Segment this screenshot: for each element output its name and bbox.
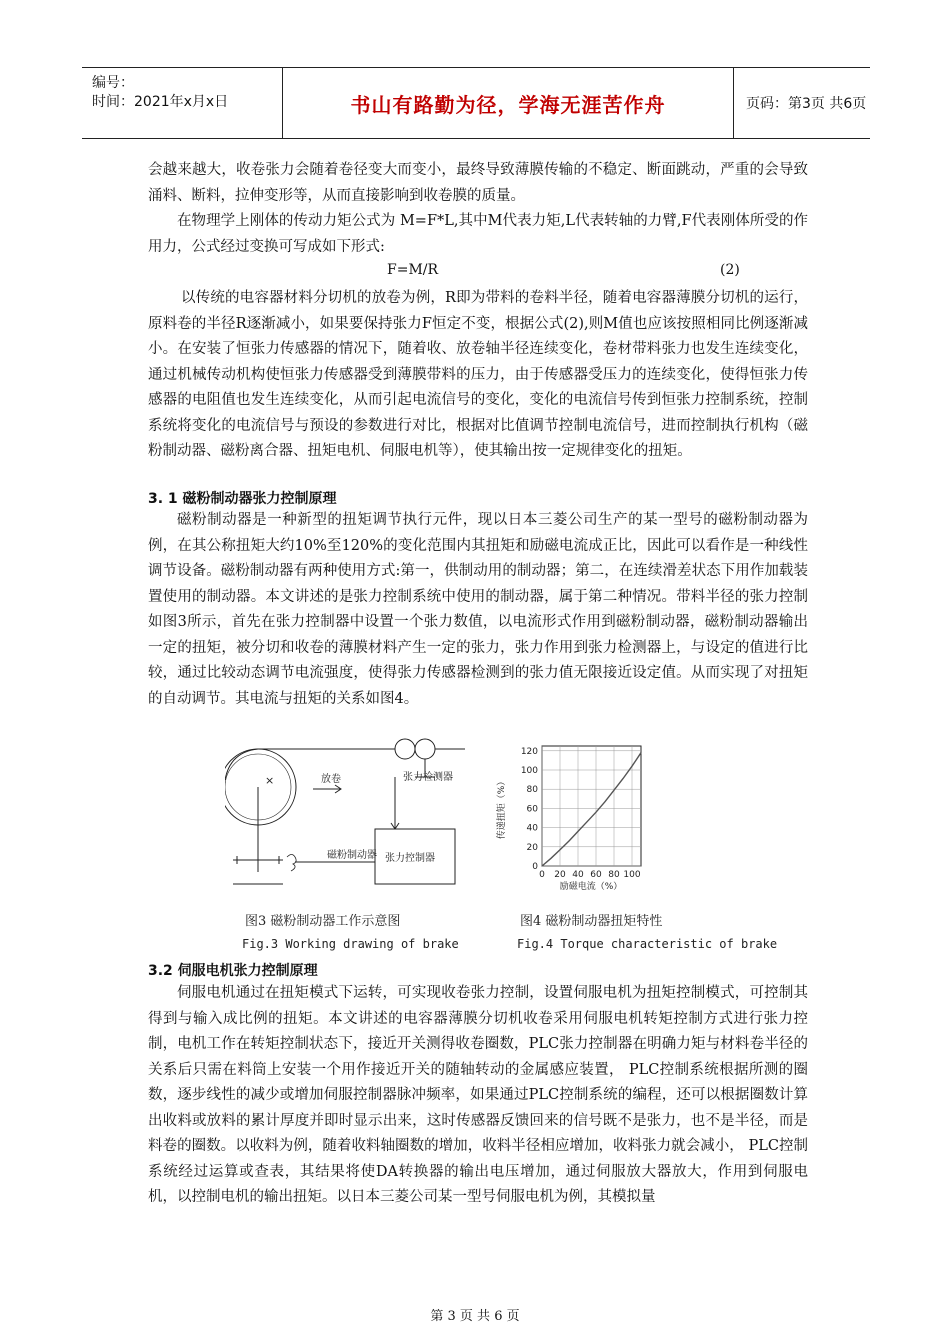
guide-roller-2 [415,739,435,759]
section-heading-3-2: 3.2 伺服电机张力控制原理 [148,963,318,979]
torque-curve [542,753,641,866]
y-tick-label: 0 [532,862,538,872]
paragraph-4: 磁粉制动器是一种新型的扭矩调节执行元件，现以日本三菱公司生产的某一型号的磁粉制动器为例，在其公称扭矩大约10%至120%的变化范围内其扭矩和励磁电流成正比，因此可以看作是一种线性调节设备。磁粉制动器有两种使用方式:第一，供制动用的制动器；第二，在连续滑差状态下用作加载装置使用的制动器。本文讲述的是张力控制系统中使用的制动器，属于第二种情况。带料半径的张力控制如图3所示，首先在张力控制器中设置一个张力数值，以电流形式作用到磁粉制动器，磁粉制动器输出一定的扭矩，被分切和收卷的薄膜材料产生一定的张力，张力作用到张力检测器上，与设定的值进行比较，通过比较动态调节电流强度，使得张力传感器检测到的张力值无限接近设定值。从而实现了对扭矩的自动调节。其电流与扭矩的关系如图4。 [148,512,808,707]
x-tick-label: 40 [572,870,584,880]
y-tick-label: 40 [526,823,538,834]
x-tick-label: 0 [539,870,545,880]
y-tick-label: 100 [520,766,538,776]
paragraph-3: 以传统的电容器材料分切机的放卷为例，R即为带料的卷料半径，随着电容器薄膜分切机的运行，原料卷的半径R逐渐减小，如果要保持张力F恒定不变，根据公式(2),则M值也应该按照相同比例逐渐减小。在安装了恒张力传感器的情况下，随着收、放卷轴半径连续变化，卷材带料张力也发生连续变化，通过机械传动机构使恒张力传感器受到薄膜带料的压力，由于传感器受压力的连续变化，使得恒张力传感器的电阻值也发生连续变化，从而引起电流信号的变化，变化的电流信号传到恒张力控制系统，控制系统将变化的电流信号与预设的参数进行对比，根据对比值调节控制电流信号，进而控制执行机构（磁粉制动器、磁粉离合器、扭矩电机、伺服电机等），使其输出按一定规律变化的扭矩。 [148,290,808,459]
formula-number: (2) [720,262,740,278]
x-tick-label: 60 [590,870,602,880]
section-heading-3-1: 3. 1 磁粉制动器张力控制原理 [148,491,337,507]
doc-date: 时间：2021年x月x日 [92,94,229,110]
y-axis-label: 传递扭矩（%） [497,776,507,840]
header-motto: 书山有路勤为径，学海无涯苦作舟 [350,92,666,117]
doc-number: 编号： [92,75,134,91]
header-page-cell [734,68,870,138]
plot-frame [542,746,641,866]
label-tension-sensor: 张力检测器 [403,772,453,783]
figure3-caption-cn: 图3 磁粉制动器工作示意图 [245,914,401,929]
paragraph-2: 在物理学上刚体的传动力矩公式为 M=F*L,其中M代表力矩,L代表转轴的力臂,F代表刚体所受的作用力，公式经过变换可写成如下形式: [148,213,808,255]
guide-roller-1 [395,739,415,759]
figure4-caption-en: Fig.4 Torque characteristic of brake [517,937,778,951]
y-tick-label: 60 [526,804,538,815]
paragraph-5: 伺服电机通过在扭矩模式下运转，可实现收卷张力控制，设置伺服电机为扭矩控制模式，可控制其得到与输入成比例的扭矩。本文讲述的电容器薄膜分切机收卷采用伺服电机转矩控制方式进行张力控制，电机工作在转矩控制状态下，接近开关测得收卷圈数，PLC张力控制器在明确力矩与材料卷半径的关系后只需在料筒上安装一个用作接近开关的随轴转动的金属感应装置， PLC控制系统根据所测的圈数，逐步线性的减少或增加伺服控制器脉冲频率，如果通过PLC控制系统的编程，还可以根据圈数计算出收料或放料的累计厚度并即时显示出来，这时传感器反馈回来的信号既不是张力，也不是半径，而是料卷的圈数。以收料为例，随着收料轴圈数的增加，收料半径相应增加，收料张力就会减小， PLC控制系统经过运算或查表，其结果将使DA转换器的输出电压增加，通过伺服放大器放大，作用到伺服电机，以控制电机的输出扭矩。以日本三菱公司某一型号伺服电机为例，其模拟量 [148,985,808,1205]
page-footer: 第 3 页 共 6 页 [430,1309,520,1324]
formula: F=M/R [387,262,439,278]
label-tension-controller: 张力控制器 [385,853,435,864]
x-tick-label: 20 [554,870,566,880]
x-axis-label: 励磁电流（%） [559,882,623,892]
y-tick-label: 20 [526,842,538,853]
page-header [82,67,870,139]
x-tick-label: 100 [623,870,641,880]
header-page-number: 页码：第3页 共6页 [746,96,867,112]
label-unwind: 放卷 [321,774,341,785]
figure3-schematic [225,732,470,910]
header-meta [82,68,282,138]
x-tick-label: 80 [608,870,620,880]
y-tick-label: 80 [526,785,538,796]
header-motto-cell [282,68,734,138]
label-magnetic-brake: 磁粉制动器 [327,850,377,861]
figure4-caption-cn: 图4 磁粉制动器扭矩特性 [520,914,663,929]
figure3-caption-en: Fig.3 Working drawing of brake [242,937,459,951]
paragraph-1: 会越来越大，收卷张力会随着卷径变大而变小，最终导致薄膜传输的不稳定、断面跳动，严重的会导致涌料、断料，拉伸变形等，从而直接影响到收卷膜的质量。 [148,162,808,204]
y-tick-label: 120 [520,746,538,757]
svg-text:×: × [265,774,275,787]
figure4-chart [490,736,660,901]
unwind-roll [225,749,296,825]
